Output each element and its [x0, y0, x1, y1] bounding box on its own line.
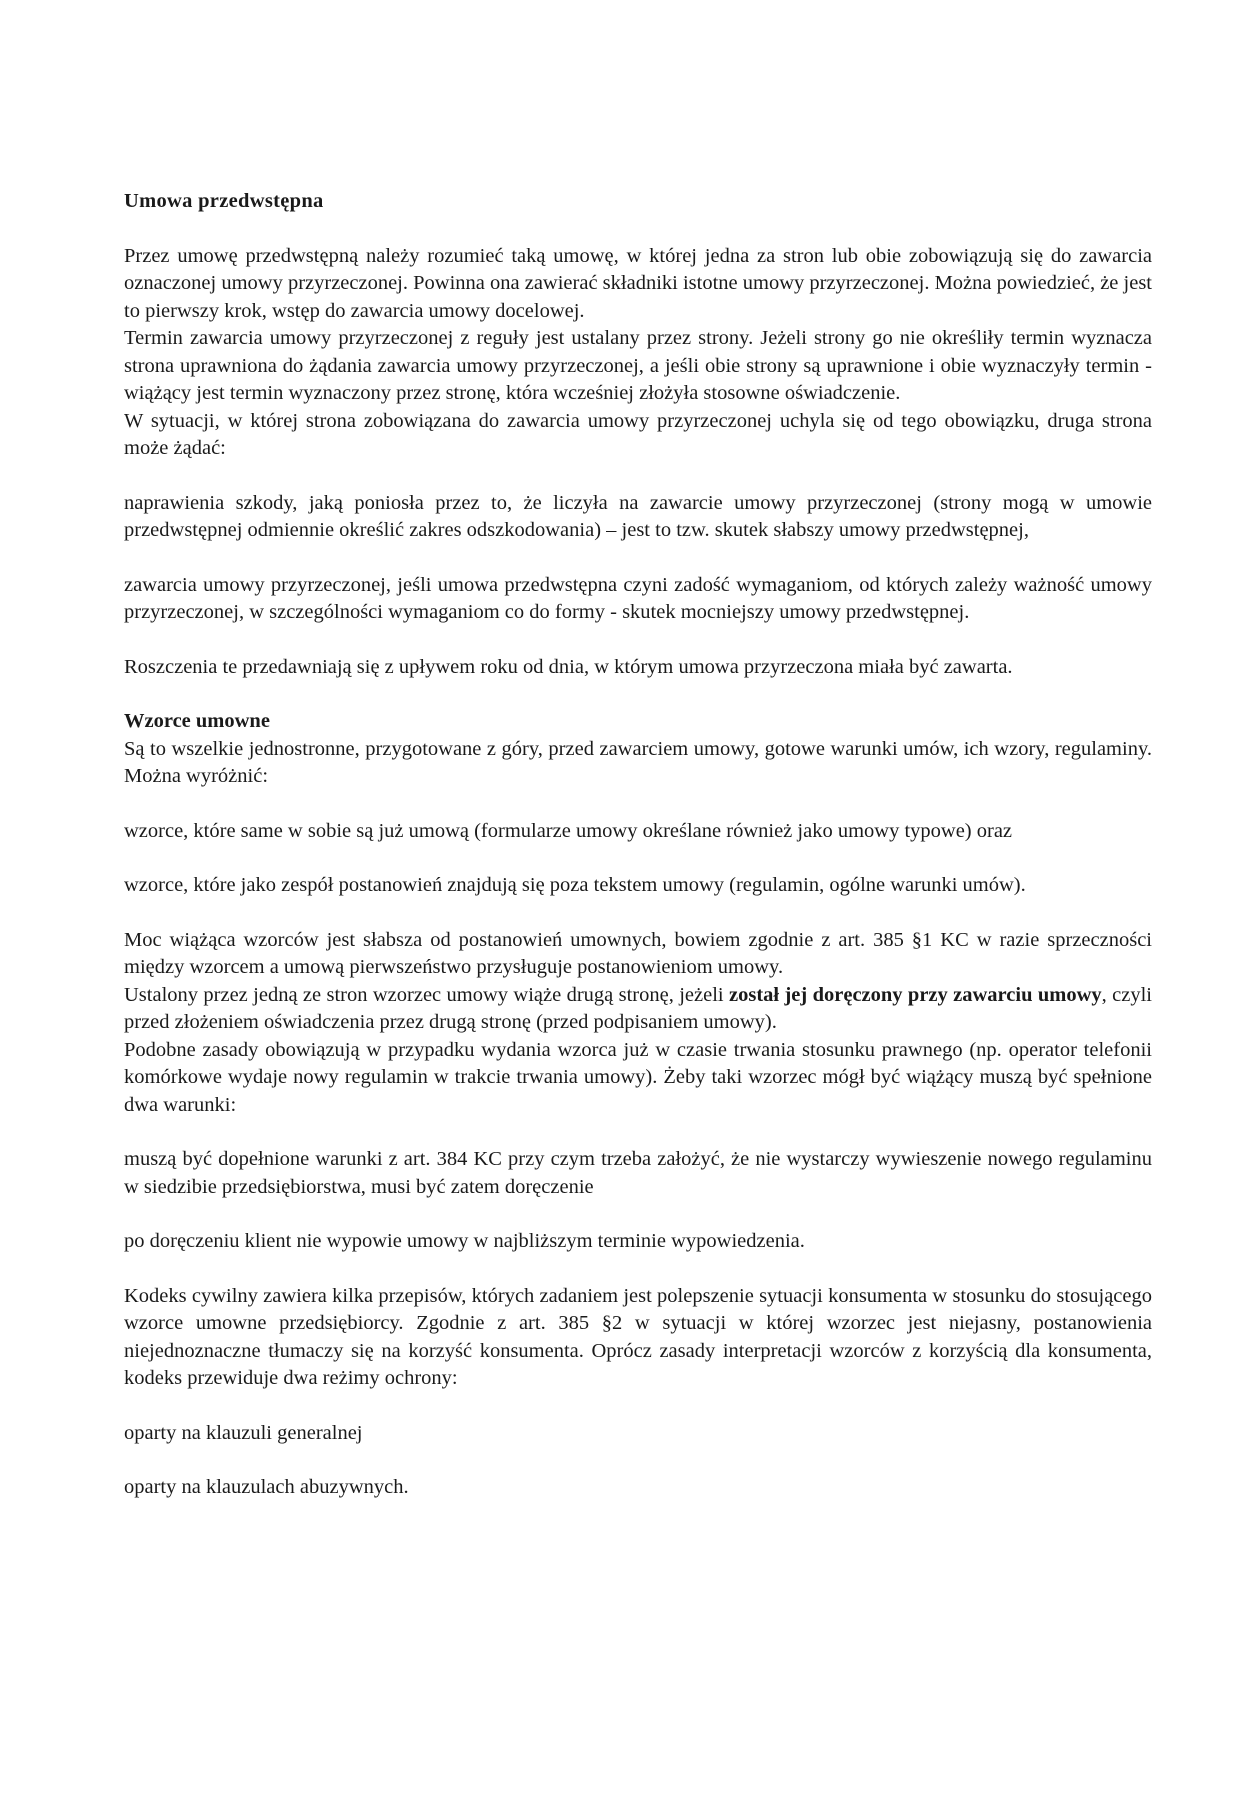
list-item: po doręczeniu klient nie wypowie umowy w najbliższym terminie wypowiedzenia. [124, 1230, 805, 1252]
paragraph-situation: W sytuacji, w której strona zobowiązana do zawarcia umowy przyrzeczonej uchyla się od tego obowiązku, druga strona może żądać: [124, 409, 1152, 459]
list-item: oparty na klauzuli generalnej [124, 1421, 363, 1444]
section-heading: Wzorce umowne [124, 710, 270, 732]
paragraph-binding-force: Moc wiążąca wzorców jest słabsza od postanowień umownych, bowiem zgodnie z art. 385 §1 KC w razie sprzeczności między wzorcem a umową pierwszeństwo przysługuje postanowieniom umowy. [124, 928, 1152, 978]
list-item: oparty na klauzulach abuzywnych. [124, 1476, 409, 1498]
paragraph-delivery-part-a: Ustalony przez jedną ze stron wzorzec umowy wiąże drugą stronę, jeżeli [124, 983, 729, 1006]
paragraph-delivery [124, 982, 1152, 1037]
paragraph-deadline: Termin zawarcia umowy przyrzeczonej z reguły jest ustalany przez strony. Jeżeli strony go nie określiły termin wyznacza strona uprawniona do żądania zawarcia umowy przyrzeczonej, a jeśli obie strony są uprawnione i obie wyznaczyły termin - wiążący jest termin wyznaczony przez stronę, która wcześniej złożyła stosowne oświadczenie. [124, 327, 1152, 404]
list-item: wzorce, które jako zespół postanowień znajdują się poza tekstem umowy (regulamin, ogólne warunki umów). [124, 874, 1026, 896]
list-item: wzorce, które same w sobie są już umową (formularze umowy określane również jako umowy typowe) oraz [124, 819, 1013, 842]
paragraph-limitation: Roszczenia te przedawniają się z upływem roku od dnia, w którym umowa przyrzeczona miała być zawarta. [124, 655, 1013, 678]
paragraph-delivery-bold: został jej doręczony przy zawarciu umowy [729, 983, 1102, 1006]
paragraph-civil-code: Kodeks cywilny zawiera kilka przepisów, których zadaniem jest polepszenie sytuacji konsumenta w stosunku do stosującego wzorce umowne przedsiębiorcy. Zgodnie z art. 385 §2 w sytuacji w której wzorzec jest niejasny, postanowienia niejednoznaczne tłumaczy się na korzyść konsumenta. Oprócz zasady interpretacji wzorców z korzyścią dla konsumenta, kodeks przewiduje dwa reżimy ochrony: [124, 1284, 1152, 1389]
paragraph-similar-rules: Podobne zasady obowiązują w przypadku wydania wzorca już w czasie trwania stosunku prawnego (np. operator telefonii komórkowe wydaje nowy regulamin w trakcie trwania umowy). Żeby taki wzorzec mógł być wiążący muszą być spełnione dwa warunki: [124, 1038, 1152, 1116]
list-item: naprawienia szkody, jaką poniosła przez to, że liczyła na zawarcie umowy przyrzeczonej (strony mogą w umowie przedwstępnej odmiennie określić zakres odszkodowania) – jest to tzw. skutek słabszy umowy przedwstępnej, [124, 491, 1152, 541]
document-title: Umowa przedwstępna [124, 190, 324, 212]
list-item: muszą być dopełnione warunki z art. 384 KC przy czym trzeba założyć, że nie wystarczy wywieszenie nowego regulaminu w siedzibie przedsiębiorstwa, musi być zatem doręczenie [124, 1148, 1152, 1198]
paragraph-templates: Są to wszelkie jednostronne, przygotowane z góry, przed zawarciem umowy, gotowe warunki umów, ich wzory, regulaminy. Można wyróżnić: [124, 737, 1152, 787]
paragraph-delivery-part-c: , czyli przed złożeniem oświadczenia przez drugą stronę (przed podpisaniem umowy). [124, 983, 1152, 1033]
list-item: zawarcia umowy przyrzeczonej, jeśli umowa przedwstępna czyni zadość wymaganiom, od których zależy ważność umowy przyrzeczonej, w szczególności wymaganiom co do formy - skutek mocniejszy umowy przedwstępnej. [124, 573, 1152, 623]
paragraph-definition: Przez umowę przedwstępną należy rozumieć taką umowę, w której jedna za stron lub obie zobowiązują się do zawarcia oznaczonej umowy przyrzeczonej. Powinna ona zawierać składniki istotne umowy przyrzeczonej. Można powiedzieć, że jest to pierwszy krok, wstęp do zawarcia umowy docelowej. [124, 244, 1153, 322]
document-page [124, 188, 1152, 1502]
